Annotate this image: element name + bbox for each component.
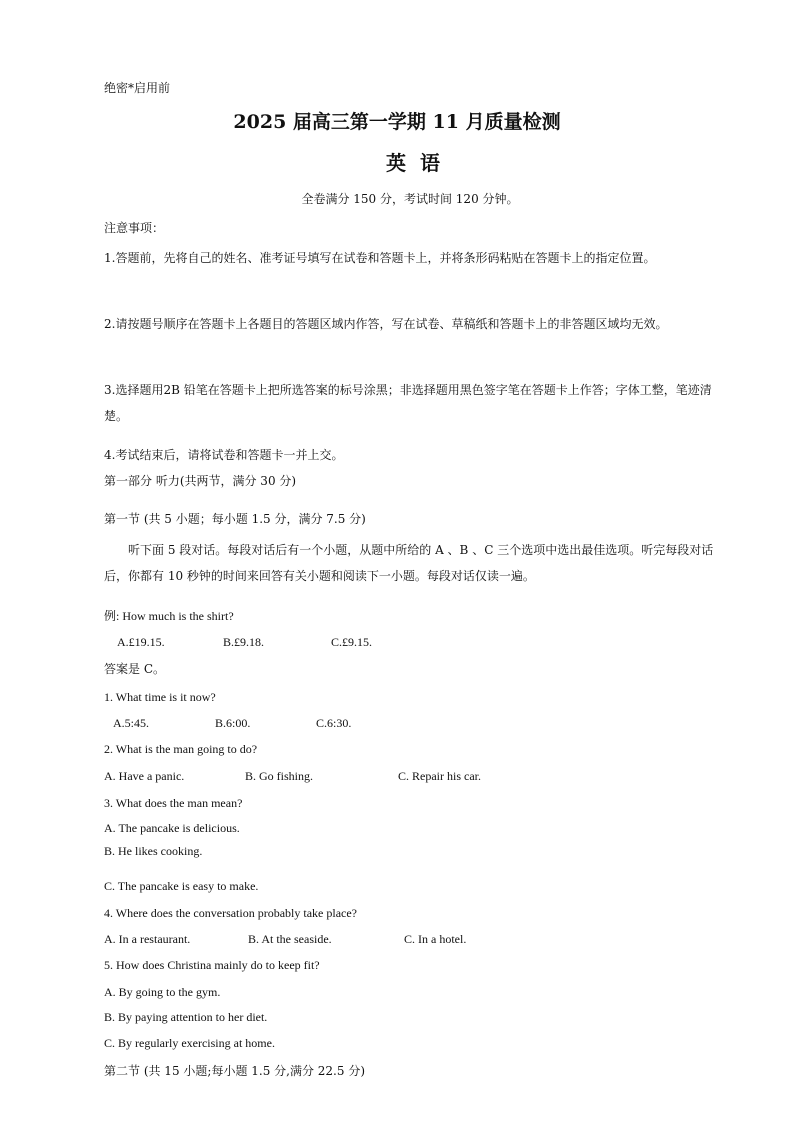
- question-2: 2. What is the man going to do?: [104, 742, 258, 756]
- score-info: 全卷满分 150 分，考试时间 120 分钟。: [301, 192, 519, 206]
- q4-option-b: B. At the seaside.: [248, 932, 332, 946]
- section1-heading: 第一节 (共 5 小题；每小题 1.5 分，满分 7.5 分): [104, 512, 366, 526]
- example-answer: 答案是 C。: [104, 662, 165, 676]
- example-option-b: B.£9.18.: [223, 635, 265, 649]
- exam-title: 2025 届高三第一学期 11 月质量检测: [233, 111, 561, 133]
- q1-option-c: C.6:30.: [316, 716, 352, 730]
- q1-option-b: B.6:00.: [215, 716, 251, 730]
- section1-instructions: 听下面 5 段对话。每段对话后有一个小题，从题中所给的 A 、B 、C 三个选项中选出最佳选项。听完每段对话后，你都有 10 秒钟的时间来回答有关小题和阅读下一小题。每段对话仅读一遍。: [104, 543, 714, 583]
- confidential-label: 绝密*启用前: [104, 81, 171, 95]
- note-item-4: 4.考试结束后，请将试卷和答题卡一并上交。: [104, 448, 344, 462]
- note-item-2: 2.请按题号顺序在答题卡上各题目的答题区域内作答，写在试卷、草稿纸和答题卡上的非答题区域均无效。: [104, 317, 668, 331]
- q3-option-a: A. The pancake is delicious.: [104, 821, 240, 835]
- q2-option-c: C. Repair his car.: [398, 769, 481, 783]
- example-option-c: C.£9.15.: [331, 635, 373, 649]
- q2-option-a: A. Have a panic.: [104, 769, 185, 783]
- example-option-a: A.£19.15.: [117, 635, 165, 649]
- question-3: 3. What does the man mean?: [104, 796, 243, 810]
- question-1: 1. What time is it now?: [104, 690, 216, 704]
- question-5: 5. How does Christina mainly do to keep fit?: [104, 958, 320, 972]
- q3-option-c: C. The pancake is easy to make.: [104, 879, 259, 893]
- note-item-1: 1.答题前，先将自己的姓名、准考证号填写在试卷和答题卡上，并将条形码粘贴在答题卡上的指定位置。: [104, 251, 656, 265]
- q5-option-c: C. By regularly exercising at home.: [104, 1036, 275, 1050]
- part1-heading: 第一部分 听力(共两节，满分 30 分): [104, 474, 297, 488]
- section2-heading: 第二节 (共 15 小题;每小题 1.5 分,满分 22.5 分): [104, 1064, 365, 1078]
- q3-option-b: B. He likes cooking.: [104, 844, 203, 858]
- example-question: 例: How much is the shirt?: [104, 609, 234, 623]
- q4-option-a: A. In a restaurant.: [104, 932, 191, 946]
- notes-heading: 注意事项：: [104, 221, 165, 235]
- question-4: 4. Where does the conversation probably take place?: [104, 906, 358, 920]
- subject-title: 英语: [386, 151, 454, 175]
- q5-option-a: A. By going to the gym.: [104, 985, 221, 999]
- q5-option-b: B. By paying attention to her diet.: [104, 1010, 268, 1024]
- note-item-3: 3.选择题用2B 铅笔在答题卡上把所选答案的标号涂黑；非选择题用黑色签字笔在答题卡上作答；字体工整，笔迹清楚。: [104, 383, 712, 423]
- q2-option-b: B. Go fishing.: [245, 769, 314, 783]
- q1-option-a: A.5:45.: [113, 716, 149, 730]
- q4-option-c: C. In a hotel.: [404, 932, 467, 946]
